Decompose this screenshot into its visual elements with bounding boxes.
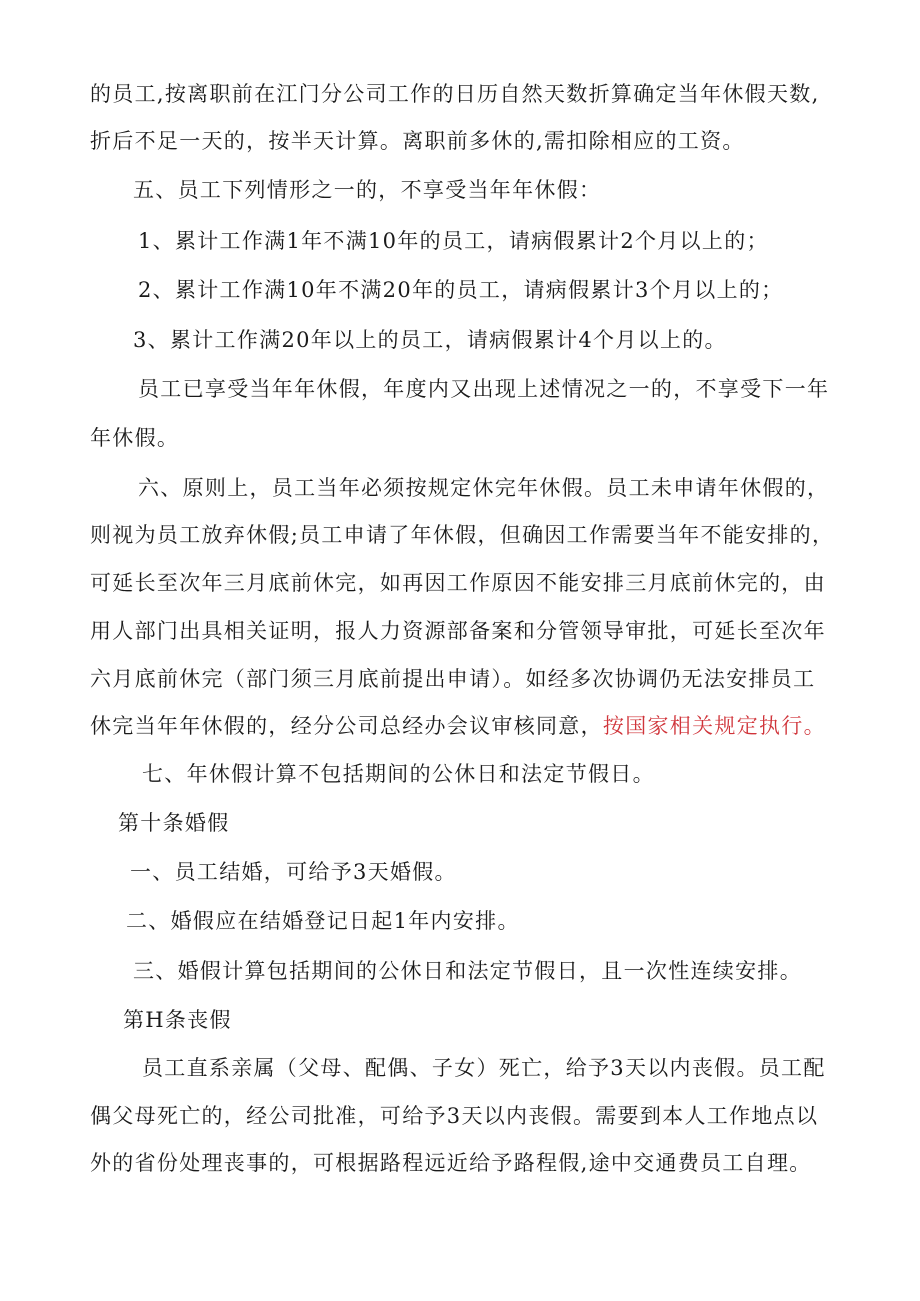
- text-line: 六、原则上，员工当年必须按规定休完年休假。员工未申请年休假的，: [138, 476, 830, 500]
- list-item: 1、累计工作满1年不满10年的员工，请病假累计2个月以上的；: [138, 229, 769, 253]
- text-line: 员工已享受当年年休假，年度内又出现上述情况之一的，不享受下一年: [138, 377, 830, 401]
- text-line: 年休假。: [90, 426, 180, 450]
- text-span: 休完当年年休假的，经分公司总经办会议审核同意，: [90, 714, 603, 738]
- text-line: 折后不足一天的，按半天计算。离职前多休的,需扣除相应的工资。: [90, 129, 745, 153]
- list-item: 2、累计工作满10年不满20年的员工，请病假累计3个月以上的；: [138, 278, 784, 302]
- highlighted-text: 按国家相关规定执行。: [602, 714, 826, 738]
- list-item: 三、婚假计算包括期间的公休日和法定节假日，且一次性连续安排。: [133, 959, 802, 983]
- text-line: 六月底前休完（部门须三月底前提出申请）。如经多次协调仍无法安排员工: [90, 667, 816, 691]
- text-line: 偶父母死亡的，经公司批准，可给予3天以内丧假。需要到本人工作地点以: [90, 1104, 819, 1128]
- article-heading: 第十条婚假: [118, 811, 230, 835]
- list-item: 二、婚假应在结婚登记日起1年内安排。: [126, 909, 520, 933]
- text-line: 员工直系亲属（父母、配偶、子女）死亡，给予3天以内丧假。员工配: [142, 1056, 826, 1080]
- text-line: 可延长至次年三月底前休完，如再因工作原因不能安排三月底前休完的，由: [90, 571, 826, 595]
- list-item: 一、员工结婚，可给予3天婚假。: [130, 860, 457, 884]
- text-line: [90, 711, 826, 741]
- text-line: 的员工,按离职前在江门分公司工作的日历自然天数折算确定当年休假天数,: [90, 82, 820, 106]
- section-heading: 七、年休假计算不包括期间的公休日和法定节假日。: [142, 762, 655, 786]
- text-line: 则视为员工放弃休假;员工申请了年休假，但确因工作需要当年不能安排的，: [90, 523, 835, 547]
- list-item: 3、累计工作满20年以上的员工，请病假累计4个月以上的。: [133, 328, 727, 352]
- section-heading: 五、员工下列情形之一的，不享受当年年休假：: [133, 178, 602, 202]
- text-line: 用人部门出具相关证明，报人力资源部备案和分管领导审批，可延长至次年: [90, 619, 826, 643]
- article-heading: 第H条丧假: [123, 1008, 232, 1032]
- text-line: 外的省份处理丧事的，可根据路程远近给予路程假,途中交通费员工自理。: [90, 1151, 812, 1175]
